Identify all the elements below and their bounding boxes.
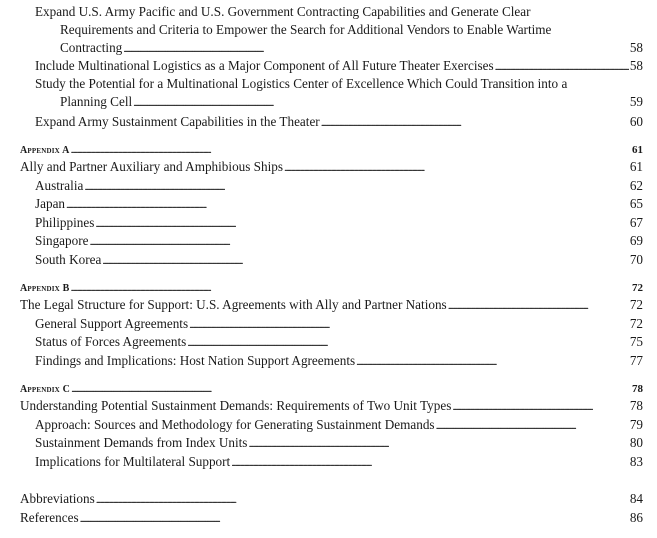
dot-leader	[189, 315, 629, 334]
toc-entry-center-of-excellence[interactable]	[0, 75, 643, 111]
dot-leader	[321, 113, 629, 132]
dot-leader	[448, 296, 629, 315]
toc-entry-title: Include Multinational Logistics as a Major Component of All Future Theater Exercises	[35, 58, 494, 73]
toc-entry-japan[interactable]	[0, 195, 643, 213]
dot-leader	[248, 434, 628, 453]
page-number: 65	[629, 196, 643, 211]
toc-entry-multilateral-support[interactable]	[0, 453, 643, 471]
toc-entry-approach[interactable]	[0, 416, 643, 434]
toc-entry-title: Planning Cell	[60, 94, 133, 109]
dot-leader	[71, 379, 631, 398]
dot-leader	[84, 177, 628, 196]
toc-entry-abbreviations[interactable]	[0, 490, 643, 508]
page-number: 86	[629, 510, 643, 525]
dot-leader	[102, 251, 629, 270]
dot-leader	[71, 278, 631, 297]
toc-entry-title: Understanding Potential Sustainment Demands: Requirements of Two Unit Types	[20, 398, 452, 413]
dot-leader	[133, 93, 629, 112]
appendix-label: Appendix C	[20, 384, 71, 395]
dot-leader	[436, 416, 629, 435]
dot-leader	[187, 333, 629, 352]
dot-leader	[66, 195, 629, 214]
toc-entry-title: Japan	[35, 196, 66, 211]
page-number: 75	[629, 334, 643, 349]
appendix-label: Appendix A	[20, 145, 70, 156]
toc-entry-ally-ships[interactable]	[0, 158, 643, 176]
dot-leader	[452, 397, 628, 416]
page-number: 72	[632, 282, 643, 294]
toc-entry-title: Approach: Sources and Methodology for Generating Sustainment Demands	[35, 417, 435, 432]
toc-entry-title: South Korea	[35, 252, 102, 267]
page-number: 80	[629, 435, 643, 450]
page-number: 58	[629, 58, 643, 73]
toc-entry-status-of-forces[interactable]	[0, 333, 643, 351]
page-number: 62	[629, 178, 643, 193]
page-number: 61	[629, 159, 643, 174]
toc-entry-sustainment-demands[interactable]	[0, 397, 643, 415]
dot-leader	[96, 490, 629, 509]
page-number: 83	[629, 454, 643, 469]
dot-leader	[80, 509, 629, 528]
dot-leader	[71, 140, 631, 159]
toc-entry-title: General Support Agreements	[35, 316, 189, 331]
toc-entry-title: Ally and Partner Auxiliary and Amphibious Ships	[20, 159, 284, 174]
toc-entry-title: Findings and Implications: Host Nation Support Agreements	[35, 353, 356, 368]
toc-entry-theater-exercises[interactable]	[0, 57, 643, 75]
toc-entry-title: Expand Army Sustainment Capabilities in the Theater	[35, 114, 320, 129]
page-number: 70	[629, 252, 643, 267]
toc-appendix-a[interactable]	[0, 140, 643, 158]
toc-entry-title: Singapore	[35, 233, 89, 248]
toc-entry-title: Sustainment Demands from Index Units	[35, 435, 248, 450]
toc-entry-legal-structure[interactable]	[0, 296, 643, 314]
toc-entry-sustainment-capabilities[interactable]	[0, 113, 643, 131]
toc-entry-text: Study the Potential for a Multinational Logistics Center of Excellence Which Could Transition into a	[35, 76, 568, 91]
toc-entry-australia[interactable]	[0, 177, 643, 195]
dot-leader	[89, 232, 628, 251]
page-number: 67	[629, 215, 643, 230]
dot-leader	[231, 453, 629, 472]
toc-entry-index-units[interactable]	[0, 434, 643, 452]
page-number: 69	[629, 233, 643, 248]
dot-leader	[95, 214, 628, 233]
page-number: 78	[629, 398, 643, 413]
toc-appendix-c[interactable]	[0, 379, 643, 397]
toc-entry-references[interactable]	[0, 509, 643, 527]
toc-entry-title: Status of Forces Agreements	[35, 334, 187, 349]
dot-leader	[495, 57, 629, 76]
page-number: 79	[629, 417, 643, 432]
dot-leader	[284, 158, 629, 177]
page-number: 84	[629, 491, 643, 506]
toc-entry-text: Expand U.S. Army Pacific and U.S. Government Contracting Capabilities and Generate Clear	[35, 4, 531, 19]
toc-entry-host-nation[interactable]	[0, 352, 643, 370]
dot-leader	[356, 352, 629, 371]
page-number: 60	[629, 114, 643, 129]
page-number: 77	[629, 353, 643, 368]
toc-entry-title: Philippines	[35, 215, 95, 230]
toc-entry-singapore[interactable]	[0, 232, 643, 250]
toc-entry-general-support[interactable]	[0, 315, 643, 333]
toc-entry-south-korea[interactable]	[0, 251, 643, 269]
toc-entry-philippines[interactable]	[0, 214, 643, 232]
toc-entry-title: Contracting	[60, 40, 123, 55]
page-number: 58	[629, 40, 643, 55]
appendix-label: Appendix B	[20, 283, 70, 294]
dot-leader	[123, 39, 629, 58]
toc-entry-text: Requirements and Criteria to Empower the Search for Additional Vendors to Enable Wartime	[60, 22, 552, 37]
toc-entry-title: References	[20, 510, 79, 525]
toc-entry-title: The Legal Structure for Support: U.S. Agreements with Ally and Partner Nations	[20, 297, 447, 312]
toc-appendix-b[interactable]	[0, 278, 643, 296]
page-number: 59	[629, 94, 643, 109]
toc-entry-title: Australia	[35, 178, 84, 193]
page-number: 72	[629, 316, 643, 331]
toc-entry-title: Abbreviations	[20, 491, 95, 506]
page-number: 78	[632, 383, 643, 395]
page-number: 72	[629, 297, 643, 312]
toc-entry-title: Implications for Multilateral Support	[35, 454, 231, 469]
page-number: 61	[632, 144, 643, 156]
toc-entry-contracting[interactable]	[0, 3, 643, 57]
